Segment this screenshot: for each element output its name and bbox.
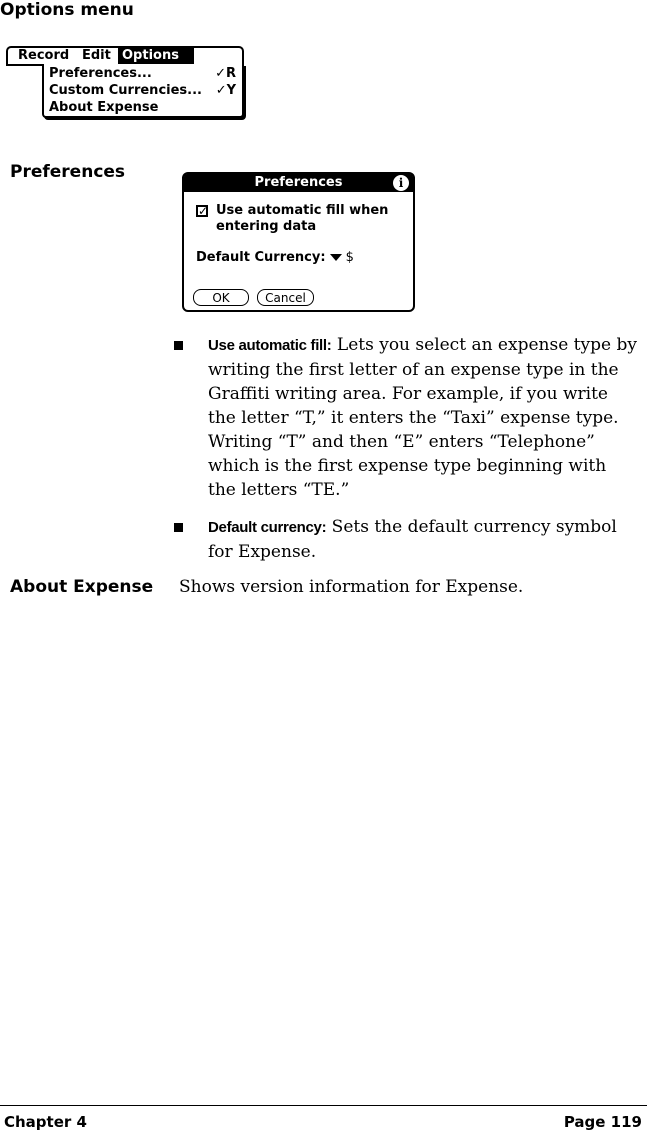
menu-item-custom-currencies[interactable] bbox=[49, 82, 236, 99]
menu-edit[interactable]: Edit bbox=[82, 48, 111, 63]
menu-options[interactable]: Options bbox=[118, 48, 194, 64]
dialog-title: Preferences bbox=[184, 174, 413, 192]
menu-item-preferences[interactable] bbox=[49, 65, 236, 82]
default-currency-value[interactable]: $ bbox=[345, 250, 354, 265]
menu-record[interactable]: Record bbox=[18, 48, 70, 63]
default-currency-label: Default Currency: bbox=[196, 250, 326, 265]
menu-item-about-expense[interactable] bbox=[49, 99, 236, 116]
bullet-default-currency bbox=[208, 515, 638, 564]
preferences-heading: Preferences bbox=[10, 162, 126, 182]
bullet-automatic-fill bbox=[208, 333, 638, 502]
section-title: Options menu bbox=[0, 0, 134, 20]
footer-chapter: Chapter 4 bbox=[4, 1113, 87, 1131]
bullet-square-icon bbox=[174, 341, 183, 350]
menu-bar bbox=[6, 46, 244, 66]
preferences-dialog bbox=[182, 172, 415, 312]
autofill-checkbox[interactable]: ✓ bbox=[198, 204, 209, 218]
menu-item-label: Preferences... bbox=[49, 66, 152, 81]
bullet-term: Use automatic fill: bbox=[208, 337, 332, 354]
info-icon[interactable]: i bbox=[393, 175, 409, 191]
about-heading: About Expense bbox=[10, 577, 154, 597]
menu-item-label: About Expense bbox=[49, 100, 159, 115]
menu-item-shortcut: ✓Y bbox=[215, 83, 236, 98]
autofill-label: Use automatic fill when entering data bbox=[216, 203, 389, 234]
bullet-text: Lets you select an expense type by writing the first letter of an expense type in the Graffiti writing area. For example, if you write the letter “T,” it enters the “Taxi” expense type. Writing “T” and then “E” enters “Telephone” which is the first expense type beginning with the letters “TE.” bbox=[208, 335, 637, 500]
chevron-down-icon[interactable] bbox=[330, 254, 342, 261]
bullet-text: Sets the default currency symbol for Expense. bbox=[208, 517, 617, 562]
menu-item-label: Custom Currencies... bbox=[49, 83, 202, 98]
default-currency-row bbox=[196, 250, 354, 266]
about-description: Shows version information for Expense. bbox=[179, 577, 524, 597]
bullet-term: Default currency: bbox=[208, 519, 327, 536]
ok-button[interactable]: OK bbox=[193, 289, 249, 306]
bullet-square-icon bbox=[174, 523, 183, 532]
options-dropdown bbox=[42, 64, 244, 118]
menu-item-shortcut: ✓R bbox=[215, 66, 236, 81]
cancel-button[interactable]: Cancel bbox=[257, 289, 314, 306]
footer-page: Page 119 bbox=[563, 1113, 642, 1131]
footer-divider bbox=[0, 1105, 647, 1106]
